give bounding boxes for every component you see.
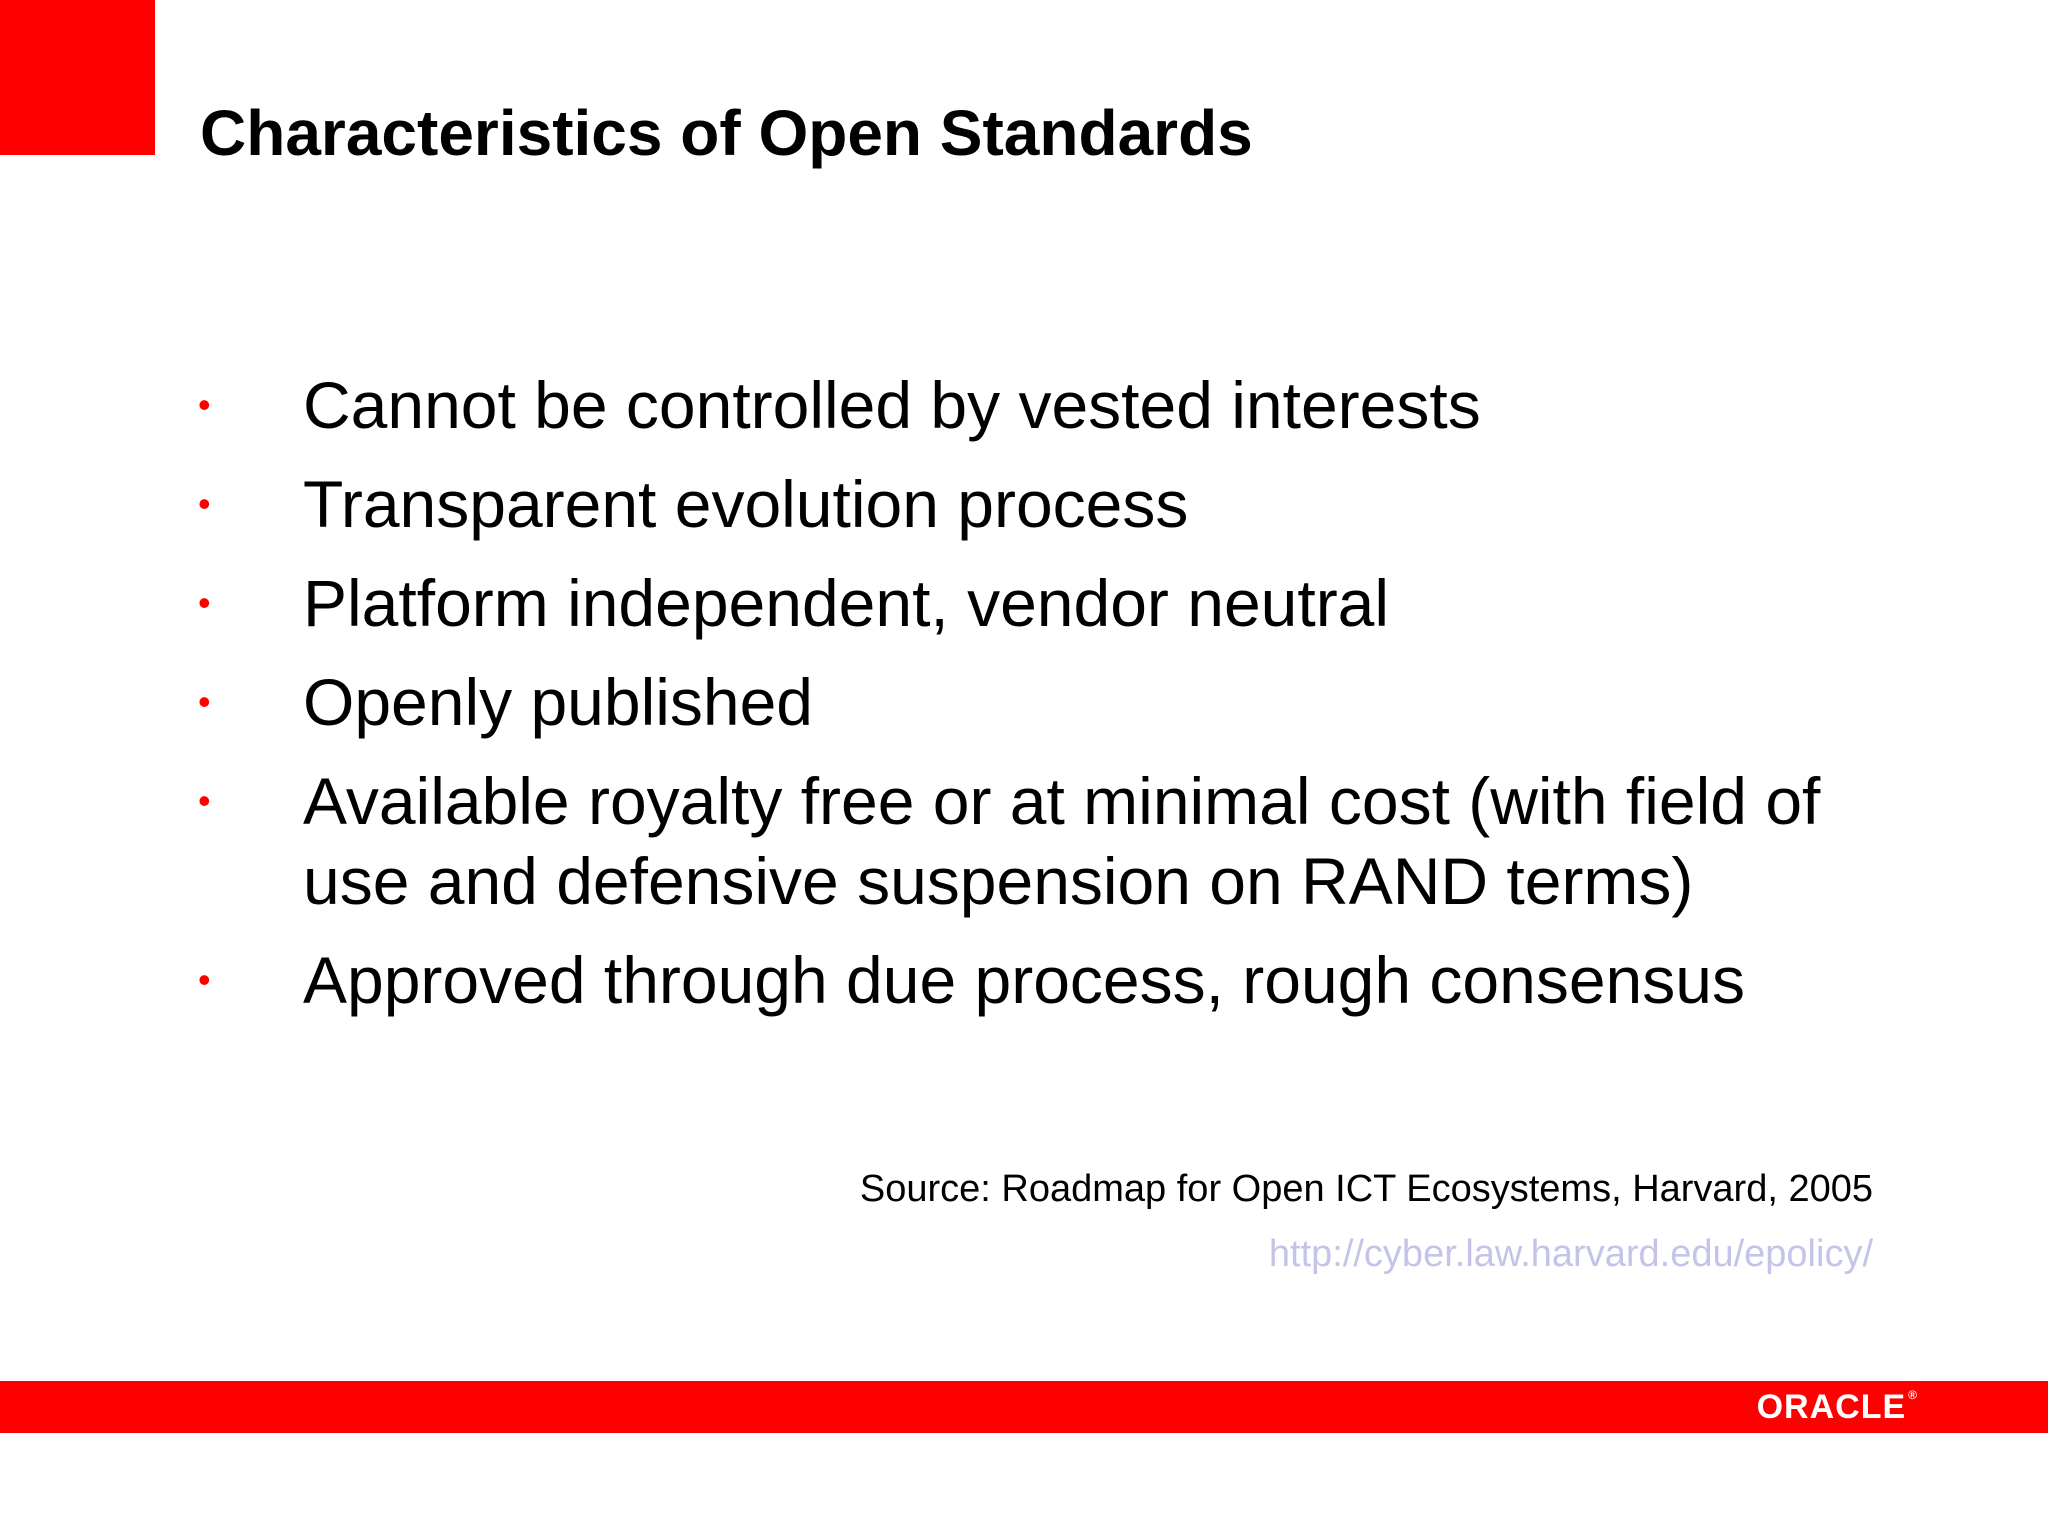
oracle-logo <box>1757 1389 1918 1425</box>
bullet-dot-icon: • <box>198 483 211 524</box>
bullet-list <box>195 365 1895 1039</box>
bullet-dot-icon: • <box>198 582 211 623</box>
registered-mark-icon: ® <box>1908 1388 1918 1402</box>
corner-accent-block <box>0 0 155 155</box>
bullet-text: Platform independent, vendor neutral <box>303 566 1390 640</box>
bullet-item <box>195 464 1895 544</box>
bullet-item <box>195 940 1895 1020</box>
bullet-text: Available royalty free or at minimal cost (with field of use and defensive suspension on RAND terms) <box>303 764 1821 918</box>
bullet-dot-icon: • <box>198 780 211 821</box>
footer-bar <box>0 1381 2048 1433</box>
oracle-logo-text: ORACLE <box>1756 1388 1907 1426</box>
bullet-text: Openly published <box>303 665 814 739</box>
source-citation: Source: Roadmap for Open ICT Ecosystems, Harvard, 2005 <box>859 1168 1873 1210</box>
bullet-dot-icon: • <box>198 384 211 425</box>
bullet-dot-icon: • <box>198 681 211 722</box>
slide-title: Characteristics of Open Standards <box>200 97 1253 169</box>
bullet-item <box>195 365 1895 445</box>
bullet-text: Cannot be controlled by vested interests <box>303 368 1481 442</box>
bullet-item <box>195 563 1895 643</box>
bullet-item <box>195 662 1895 742</box>
bullet-text: Transparent evolution process <box>303 467 1189 541</box>
bullet-item <box>195 761 1895 921</box>
bullet-text: Approved through due process, rough consensus <box>303 943 1745 1017</box>
bullet-dot-icon: • <box>198 959 211 1000</box>
source-link[interactable]: http://cyber.law.harvard.edu/epolicy/ <box>1268 1233 1873 1275</box>
